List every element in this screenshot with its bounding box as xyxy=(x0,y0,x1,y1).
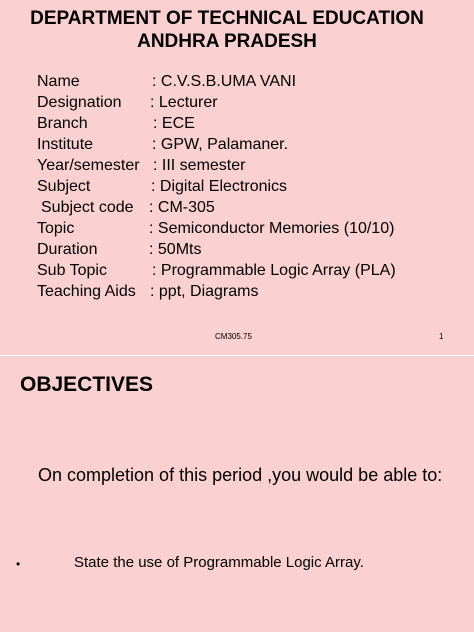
slide-divider xyxy=(0,355,474,356)
info-label: Teaching Aids xyxy=(37,283,136,300)
info-value: : CM-305 xyxy=(149,199,215,216)
info-value: : ppt, Diagrams xyxy=(150,283,259,300)
info-label: Subject code xyxy=(41,199,134,216)
info-value: : ECE xyxy=(153,115,195,132)
info-label: Topic xyxy=(37,220,75,237)
info-value: : 50Mts xyxy=(149,241,202,258)
info-value: : III semester xyxy=(153,157,246,174)
info-value: : C.V.S.B.UMA VANI xyxy=(152,73,297,90)
objective-item: State the use of Programmable Logic Array. xyxy=(74,554,364,571)
slide-code: CM305.75 xyxy=(215,332,252,341)
info-label: Institute xyxy=(37,136,94,153)
info-value: : GPW, Palamaner. xyxy=(152,136,289,153)
info-label: Year/semester xyxy=(37,157,140,174)
objectives-heading: OBJECTIVES xyxy=(20,373,154,396)
objectives-intro: On completion of this period ,you would be able to: xyxy=(38,465,443,485)
info-value: : Semiconductor Memories (10/10) xyxy=(149,220,395,237)
info-label: Branch xyxy=(37,115,88,132)
info-value: : Programmable Logic Array (PLA) xyxy=(152,262,396,279)
info-label: Subject xyxy=(37,178,91,195)
info-value: : Lecturer xyxy=(150,94,218,111)
info-label: Sub Topic xyxy=(37,262,107,279)
slide-2 xyxy=(0,356,474,632)
page-number: 1 xyxy=(439,332,444,341)
info-value: : Digital Electronics xyxy=(151,178,288,195)
info-label: Name xyxy=(37,73,80,90)
department-title: DEPARTMENT OF TECHNICAL EDUCATION xyxy=(30,8,424,29)
bullet-icon: • xyxy=(16,557,21,571)
info-label: Designation xyxy=(37,94,122,111)
state-title: ANDHRA PRADESH xyxy=(137,31,317,52)
info-label: Duration xyxy=(37,241,98,258)
